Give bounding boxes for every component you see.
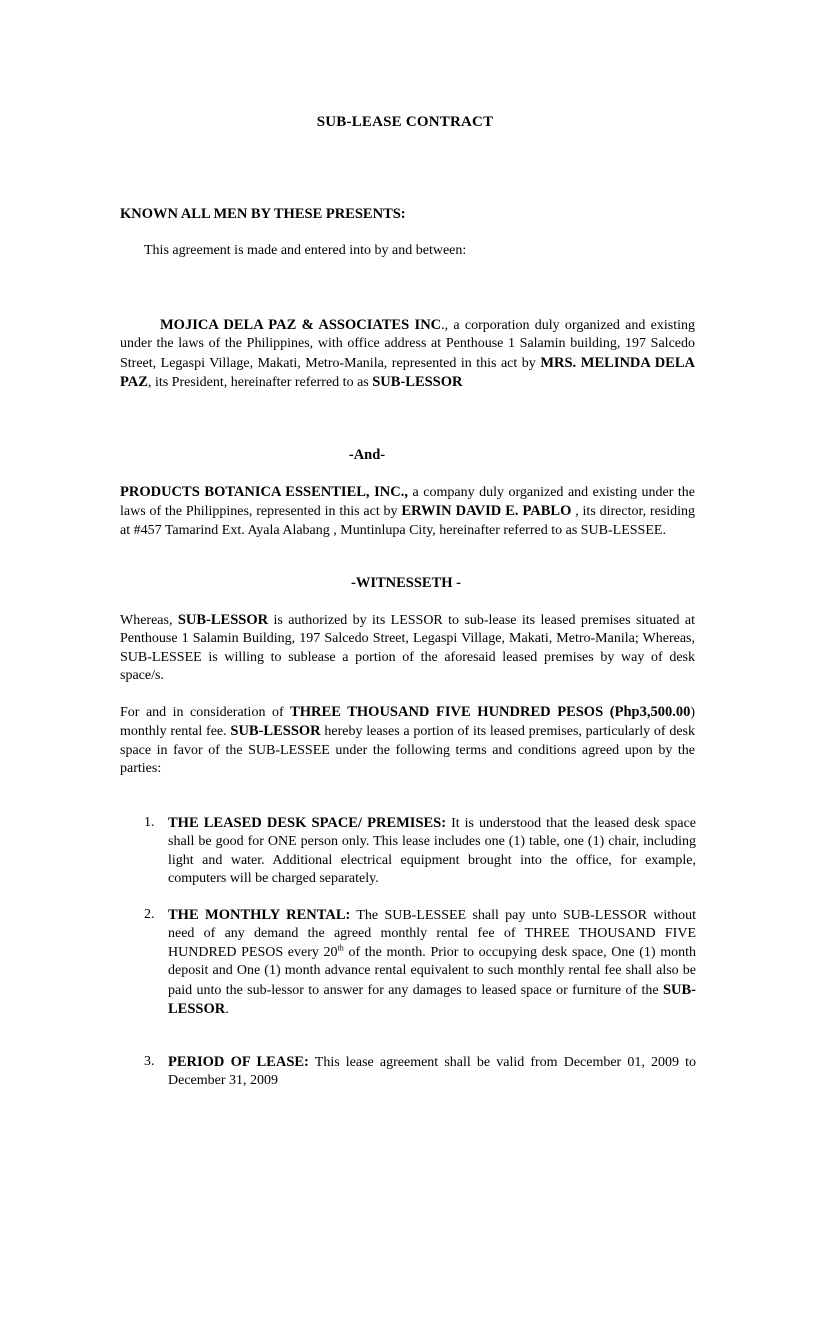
party1-representative: MRS. MELINDA DELA PAZ	[120, 354, 695, 391]
intro-text: This agreement is made and entered into by and between:	[144, 243, 467, 258]
consideration-text-a: ) monthly rental fee.	[120, 705, 695, 740]
list-number: 1.	[144, 815, 155, 830]
list-number: 2.	[144, 907, 155, 922]
consideration-amount: THREE THOUSAND FIVE HUNDRED PESOS (Php3,500.00	[290, 704, 691, 720]
term-heading: THE LEASED DESK SPACE/ PREMISES:	[168, 815, 447, 831]
party1-role: SUB-LESSOR	[372, 374, 463, 391]
whereas-text: is authorized by its LESSOR to sub-lease its leased premises situated at Penthouse 1 Salamin Building, 197 Salcedo Street, Legaspi Village, Makati, Metro-Manila; Whereas, SUB-LESSEE is willing to sublease a portion of the aforesaid leased premises by way of desk space/s.	[120, 613, 695, 684]
whereas-sublessor: SUB-LESSOR	[177, 612, 269, 628]
list-body	[168, 1053, 696, 1091]
consideration-paragraph	[120, 703, 695, 779]
consideration-sublessor: SUB-LESSOR	[230, 723, 321, 740]
term-text: It is understood that the leased desk space shall be good for ONE person only. This lease includes one (1) table, one (1) chair, including light and water. Additional electrical equipment brought into the office, for example, computers will be charged separately.	[168, 816, 696, 887]
term-heading: THE MONTHLY RENTAL:	[168, 907, 351, 923]
consideration-text-b: hereby leases a portion of its leased premises, particularly of desk space in favor of the SUB-LESSEE under the following terms and conditions agreed upon by the parties:	[120, 724, 695, 777]
term-end: .	[225, 1002, 229, 1018]
term-text-b: of the month. Prior to occupying desk space, One (1) month deposit and One (1) month advance rental equivalent to such monthly rental fee shall also be paid unto the sub-lessor to answer for any damages to leased space or furniture of the	[168, 944, 696, 998]
term-role: SUB-LESSOR	[168, 981, 696, 1018]
party1-name: MOJICA DELA PAZ & ASSOCIATES INC	[160, 317, 442, 333]
party1-text-a: ., a corporation duly organized and existing under the laws of the Philippines, with office address at Penthouse 1 Salamin building, 197 Salcedo Street, Legaspi Village, Makati, Metro-Manila, represented in this act by	[120, 318, 695, 371]
party2-paragraph	[120, 483, 695, 540]
page-title: SUB-LEASE CONTRACT	[316, 114, 494, 130]
party1-paragraph	[120, 316, 695, 393]
consideration-lead: For and in consideration of	[120, 705, 291, 720]
party2-name: PRODUCTS BOTANICA ESSENTIEL, INC.,	[120, 484, 409, 500]
witnesseth-heading: -WITNESSETH -	[351, 575, 461, 591]
list-body	[168, 906, 696, 1019]
and-separator: -And-	[348, 447, 386, 463]
term-heading: PERIOD OF LEASE:	[168, 1054, 309, 1070]
term-text: This lease agreement shall be valid from December 01, 2009 to December 31, 2009	[168, 1055, 697, 1089]
ordinal-suffix: th	[337, 943, 344, 953]
list-body	[168, 814, 696, 889]
party2-representative: ERWIN DAVID E. PABLO	[401, 503, 572, 520]
party2-text-b: , its director, residing at #457 Tamarind Ext. Ayala Alabang , Muntinlupa City, hereinafter referred to as SUB-LESSEE.	[120, 504, 696, 538]
party1-text-b: , its President, hereinafter referred to as	[147, 375, 373, 391]
whereas-lead: Whereas,	[120, 613, 178, 628]
list-number: 3.	[144, 1054, 155, 1069]
party2-text-a: a company duly organized and existing under the laws of the Philippines, represented in this act by	[120, 485, 696, 520]
whereas-paragraph	[120, 611, 695, 686]
known-heading: KNOWN ALL MEN BY THESE PRESENTS:	[120, 206, 406, 222]
term-text-a: The SUB-LESSEE shall pay unto SUB-LESSOR without need of any demand the agreed monthly rental fee of THREE THOUSAND FIVE HUNDRED PESOS every 20	[168, 908, 696, 960]
